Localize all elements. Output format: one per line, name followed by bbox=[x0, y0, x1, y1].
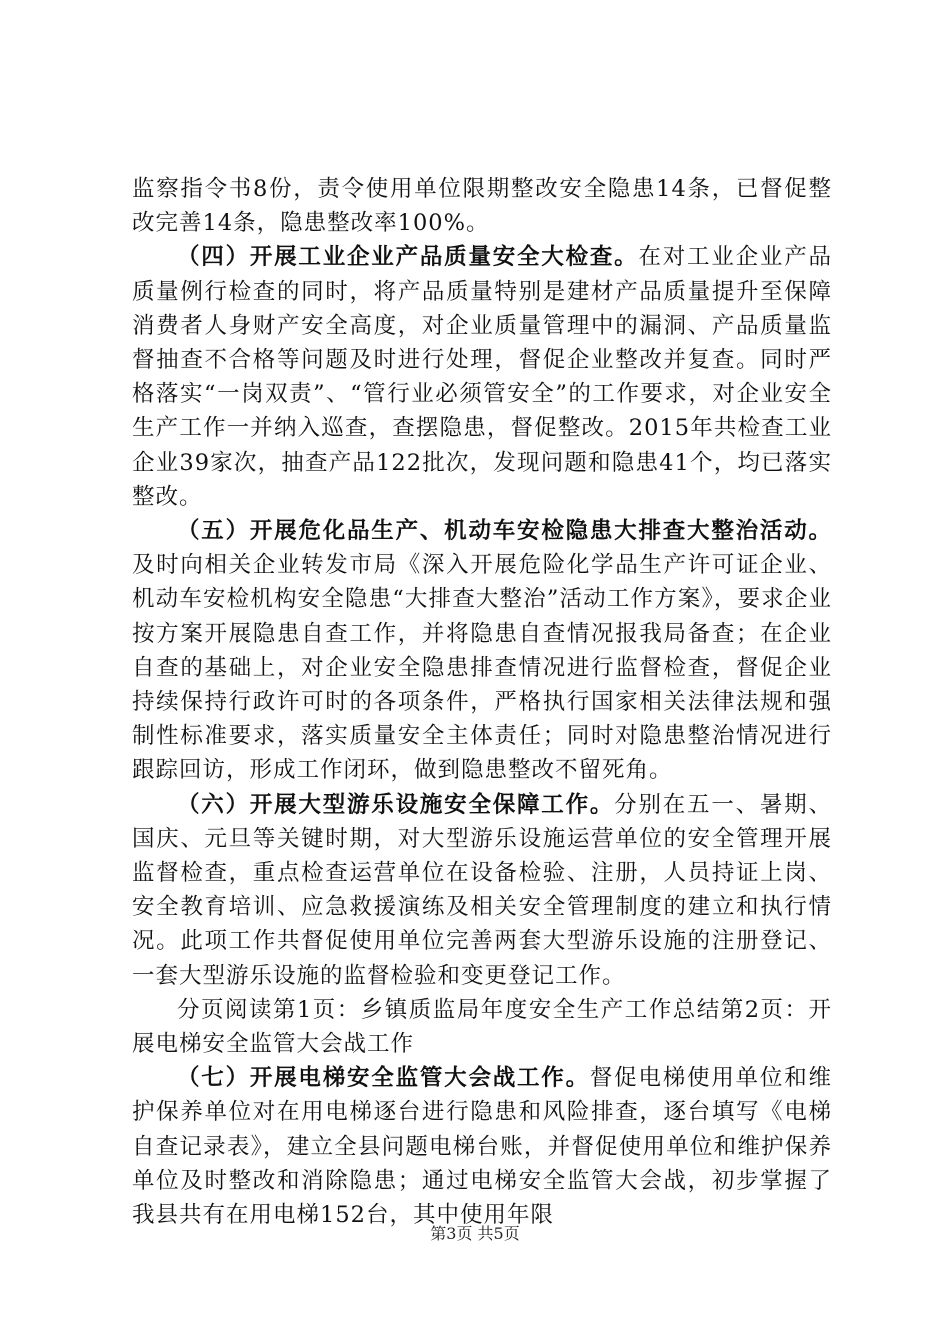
page-number: 第3页 共5页 bbox=[430, 1224, 520, 1243]
paragraph-2 bbox=[132, 240, 832, 514]
section-heading-4: （四）开展工业企业产品质量安全大检查。 bbox=[177, 244, 639, 271]
section-heading-6: （六）开展大型游乐设施安全保障工作。 bbox=[177, 791, 615, 818]
section-heading-7: （七）开展电梯安全监管大会战工作。 bbox=[177, 1065, 590, 1092]
paragraph-6 bbox=[132, 1061, 832, 1232]
paragraph-text: 监察指令书8份，责令使用单位限期整改安全隐患14条，已督促整改完善14条，隐患整改率100%。 bbox=[132, 176, 832, 237]
document-body bbox=[132, 172, 832, 1232]
paragraph-text: 及时向相关企业转发市局《深入开展危险化学品生产许可证企业、机动车安检机构安全隐患“大排查大整治”活动工作方案》，要求企业按方案开展隐患自查工作，并将隐患自查情况报我局备查；在企业自查的基础上，对企业安全隐患排查情况进行监督检查，督促企业持续保持行政许可时的各项条件，严格执行国家相关法律法规和强制性标准要求，落实质量安全主体责任；同时对隐患整治情况进行跟踪回访，形成工作闭环，做到隐患整改不留死角。 bbox=[132, 552, 832, 784]
paragraph-4 bbox=[132, 788, 832, 993]
paragraph-text: 督促电梯使用单位和维护保养单位对在用电梯逐台进行隐患和风险排查，逐台填写《电梯自查记录表》，建立全县问题电梯台账，并督促使用单位和维护保养单位及时整改和消除隐患；通过电梯安全监管大会战，初步掌握了我县共有在用电梯152台，其中使用年限 bbox=[132, 1065, 832, 1229]
paragraph-3 bbox=[132, 514, 832, 788]
pagination-note-text: 分页阅读第1页：乡镇质监局年度安全生产工作总结第2页：开展电梯安全监管大会战工作 bbox=[132, 996, 832, 1058]
pagination-note bbox=[132, 993, 832, 1061]
section-heading-5: （五）开展危化品生产、机动车安检隐患大排查大整治活动。 bbox=[177, 518, 832, 545]
page-footer bbox=[0, 1221, 950, 1244]
paragraph-text: 分别在五一、暑期、国庆、元旦等关键时期，对大型游乐设施运营单位的安全管理开展监督检查，重点检查运营单位在设备检验、注册，人员持证上岗、安全教育培训、应急救援演练及相关安全管理制度的建立和执行情况。此项工作共督促使用单位完善两套大型游乐设施的注册登记、一套大型游乐设施的监督检验和变更登记工作。 bbox=[132, 791, 832, 989]
paragraph-text: 在对工业企业产品质量例行检查的同时，将产品质量特别是建材产品质量提升至保障消费者人身财产安全高度，对企业质量管理中的漏洞、产品质量监督抽查不合格等问题及时进行处理，督促企业整改并复查。同时严格落实“一岗双责”、“管行业必须管安全”的工作要求，对企业安全生产工作一并纳入巡查，查摆隐患，督促整改。2015年共检查工业企业39家次，抽查产品122批次，发现问题和隐患41个，均已落实整改。 bbox=[132, 244, 832, 510]
paragraph-1 bbox=[132, 172, 832, 240]
